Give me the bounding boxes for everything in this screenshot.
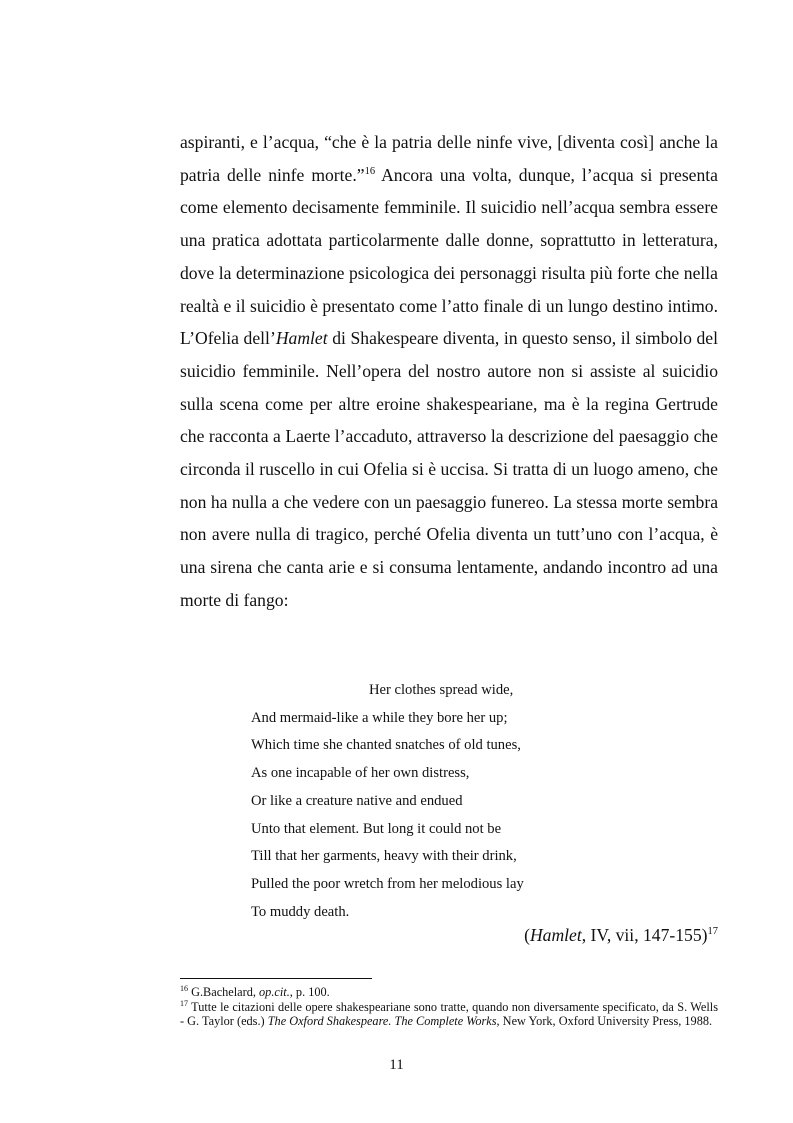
citation-title: Hamlet: [529, 925, 582, 945]
verse-line: To muddy death.: [251, 903, 350, 920]
footnote-text: G.Bachelard,: [188, 985, 260, 999]
verse-line: Or like a creature native and endued: [251, 792, 463, 809]
footnotes: [180, 985, 718, 1029]
footnote-text: , p. 100.: [289, 985, 330, 999]
verse-line: Her clothes spread wide,: [369, 682, 514, 698]
verse-line: As one incapable of her own distress,: [251, 765, 470, 782]
citation-ref: , IV, vii, 147-155): [581, 925, 708, 945]
footnote-17: [180, 1000, 718, 1029]
text-run: di Shakespeare diventa, in questo senso, il simbolo del suicidio femminile. Nell’opera del nostro autore non si assiste al suicidio sulla scena come per altre eroine shakespeariane, ma è la regina Gertrude che racconta a Laerte l’accaduto, attraverso la descrizione del paesaggio che circonda il ruscello in cui Ofelia si è uccisa. Si tratta di un luogo ameno, che non ha nulla a che vedere con un paesaggio funereo. La stessa morte sembra non avere nulla di tragico, perché Ofelia diventa un tutt’uno con l’acqua, è una sirena che canta arie e si consuma lentamente, andando incontro ad una morte di fango:: [180, 328, 718, 610]
footnote-number: 17: [180, 998, 188, 1008]
footnote-ref-16: 16: [364, 165, 376, 177]
footnote-16: [180, 985, 718, 1000]
footnote-italic: The Oxford Shakespeare. The Complete Works,: [267, 1014, 500, 1029]
page-number: 11: [389, 1057, 404, 1073]
text-run: aspiranti, e l’acqua, “che è la patria delle ninfe vive, [diventa così] anche la patria delle ninfe morte.”: [180, 132, 718, 185]
verse-line: Pulled the poor wretch from her melodious lay: [251, 875, 524, 892]
footnote-separator: [180, 978, 372, 979]
footnote-text: Tutte le citazioni delle opere shakespeariane sono tratte, quando non diversamente specificato, da S. Wells - G. Taylor (eds.): [180, 999, 718, 1029]
hamlet-title: Hamlet: [275, 328, 328, 349]
verse-quote: [251, 677, 671, 926]
body-text: [180, 126, 718, 617]
footnote-ref-17: 17: [707, 926, 718, 938]
footnote-number: 16: [180, 983, 188, 993]
citation-paren: (: [524, 925, 530, 945]
verse-line: Which time she chanted snatches of old tunes,: [251, 737, 521, 754]
footnote-text: New York, Oxford University Press, 1988.: [499, 1014, 713, 1029]
verse-line: And mermaid-like a while they bore her up;: [251, 709, 508, 726]
verse-line: Unto that element. But long it could not be: [251, 820, 502, 837]
verse-line: Till that her garments, heavy with their drink,: [251, 848, 517, 865]
text-run: Ancora una volta, dunque, l’acqua si presenta come elemento decisamente femminile. Il suicidio nell’acqua sembra essere una pratica adottata particolarmente dalle donne, soprattutto in letteratura, dove la determinazione psicologica dei personaggi risulta più forte che nella realtà e il suicidio è presentato come l’atto finale di un lungo destino intimo. L’Ofelia dell’: [180, 164, 718, 349]
footnote-italic: op.cit.: [259, 985, 290, 999]
paragraph: [180, 126, 718, 617]
verse-citation: [524, 925, 718, 946]
